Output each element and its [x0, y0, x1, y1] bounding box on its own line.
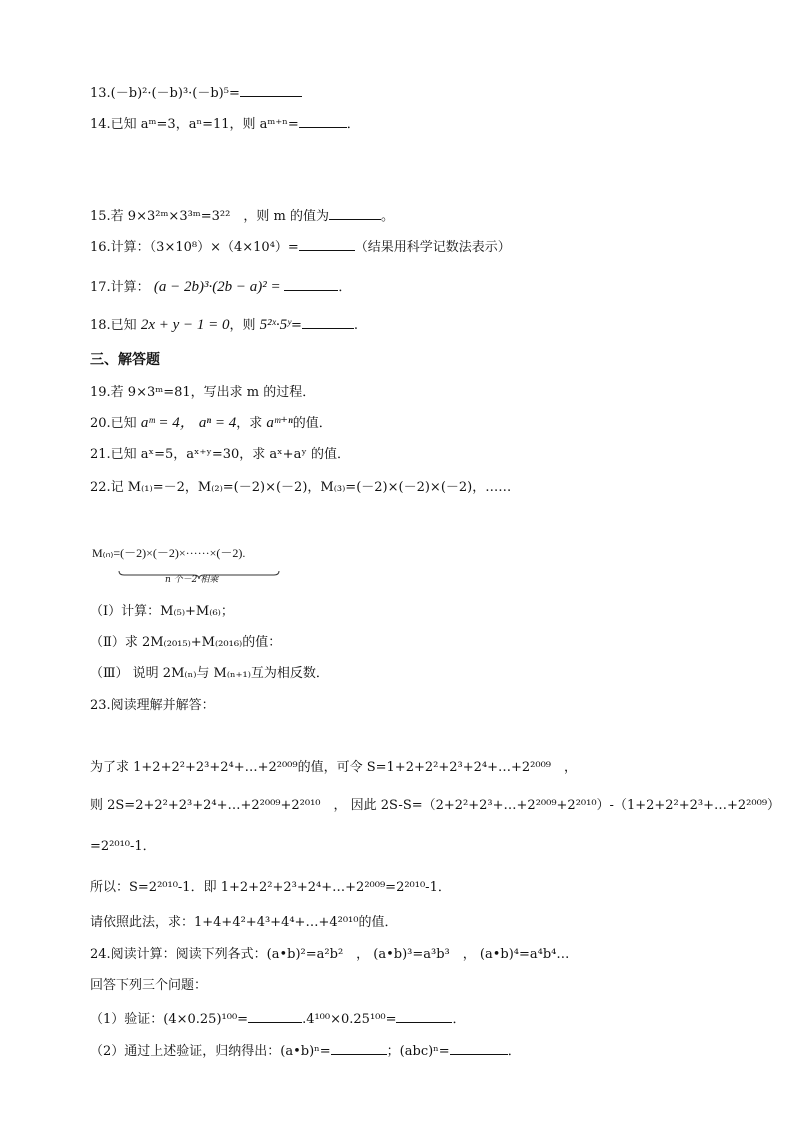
- question-15: [90, 207, 394, 226]
- answer-blank[interactable]: [240, 84, 302, 97]
- q23-paragraph-2: 则 2S=2+2²+2³+2⁴+…+2²⁰⁰⁹+2²⁰¹⁰ ， 因此 2S-S=（2+2²+2³+…+2²⁰⁰⁹+2²⁰¹⁰）-（1+2+2²+2³+…+2²⁰⁰⁹）: [90, 798, 781, 813]
- question-17: [90, 278, 351, 297]
- question-22-part-3: （Ⅲ） 说明 2M₍ₙ₎与 M₍ₙ₊₁₎互为相反数．: [90, 666, 329, 681]
- q24-intro: 回答下列三个问题：: [90, 978, 208, 993]
- q20-mid: ，求: [236, 416, 263, 431]
- q15-text: 15.若 9×3²ᵐ×3³ᵐ=3²² ，则 m 的值为: [90, 209, 329, 224]
- question-24: 24.阅读计算：阅读下列各式：(a•b)²=a²b² ， (a•b)³=a³b³ ， (a•b)⁴=a⁴b⁴…: [90, 947, 570, 962]
- q20-math-2: aⁿ = 4: [198, 415, 237, 431]
- q17-tail: ．: [338, 280, 352, 295]
- q20-label: 20.已知: [90, 416, 137, 431]
- section-heading: 三、解答题: [90, 352, 160, 368]
- q13-text: 13.(－b)²·(－b)³·(－b)⁵=: [90, 86, 240, 101]
- question-14: [90, 115, 360, 134]
- q20-tail: 的值．: [292, 416, 332, 431]
- question-16: [90, 238, 511, 257]
- question-18: [90, 316, 358, 335]
- q22-formula: M₍ₙ₎=(－2)×(－2)×······×(－2).: [92, 546, 246, 560]
- q22-brace-note: n 个－2 相乘: [165, 575, 219, 585]
- q23-paragraph-1: 为了求 1+2+2²+2³+2⁴+…+2²⁰⁰⁹的值，可令 S=1+2+2²+2³+2⁴+…+2²⁰⁰⁹ ，: [90, 760, 577, 775]
- q14-text: 14.已知 aᵐ=3，aⁿ=11，则 aᵐ⁺ⁿ=: [90, 117, 299, 132]
- question-24-part-2: [90, 1042, 521, 1061]
- question-19: 19.若 9×3ᵐ=81，写出求 m 的过程．: [90, 385, 316, 400]
- answer-blank[interactable]: [248, 1010, 302, 1023]
- answer-blank[interactable]: [329, 207, 381, 220]
- question-24-part-1: [90, 1010, 465, 1029]
- q18-mid: ，则: [229, 318, 256, 333]
- q18-math-equation: 2x + y − 1 = 0: [140, 317, 230, 333]
- q18-tail: .: [353, 318, 359, 333]
- question-22: 22.记 M₍₁₎=－2，M₍₂₎=(－2)×(－2)，M₍₃₎=(－2)×(－2)×(－2)，……: [90, 480, 512, 495]
- q24-2-text-a: （2）通过上述验证，归纳得出：(a•b)ⁿ=: [90, 1044, 331, 1059]
- q17-math: (a − 2b)³·(2b − a)² =: [153, 279, 285, 295]
- question-23: 23.阅读理解并解答：: [90, 698, 215, 713]
- q20-math-1: aᵐ = 4，: [140, 415, 195, 431]
- question-22-part-2: （Ⅱ）求 2M₍₂₀₁₅₎+M₍₂₀₁₆₎的值：: [90, 635, 282, 650]
- answer-blank[interactable]: [302, 316, 354, 329]
- q24-1-text-a: （1）验证：(4×0.25)¹⁰⁰=: [90, 1012, 249, 1027]
- q14-tail: ．: [346, 117, 360, 132]
- q15-tail: 。: [380, 209, 394, 224]
- q18-eq: =: [290, 318, 302, 333]
- answer-blank[interactable]: [284, 278, 338, 291]
- q24-1-text-b: .4¹⁰⁰×0.25¹⁰⁰=: [302, 1012, 397, 1027]
- q18-math-expression: 5²ˣ·5ʸ: [259, 317, 291, 333]
- q23-paragraph-3: =2²⁰¹⁰-1．: [90, 839, 156, 854]
- answer-blank[interactable]: [450, 1042, 508, 1055]
- q23-paragraph-4: 所以：S=2²⁰¹⁰-1．即 1+2+2²+2³+2⁴+…+2²⁰⁰⁹=2²⁰¹⁰-1．: [90, 880, 451, 895]
- q17-label: 17.计算：: [90, 280, 150, 295]
- answer-blank[interactable]: [299, 238, 355, 251]
- q20-math-3: aᵐ⁺ⁿ: [266, 415, 293, 431]
- q23-paragraph-5: 请依照此法，求：1+4+4²+4³+4⁴+…+4²⁰¹⁰的值．: [90, 915, 398, 930]
- question-22-part-1: （Ⅰ）计算：M₍₅₎+M₍₆₎；: [90, 604, 234, 619]
- q24-2-text-c: ．: [507, 1044, 521, 1059]
- q16-text: 16.计算：（3×10⁸）×（4×10⁴）=: [90, 240, 299, 255]
- answer-blank[interactable]: [331, 1042, 387, 1055]
- q16-tail: （结果用科学记数法表示）: [354, 240, 511, 255]
- q18-label: 18.已知: [90, 318, 137, 333]
- question-13: [90, 84, 302, 103]
- q24-1-text-c: ．: [452, 1012, 466, 1027]
- answer-blank[interactable]: [396, 1010, 452, 1023]
- q24-2-text-b: ；(abc)ⁿ=: [386, 1044, 450, 1059]
- question-20: [90, 414, 332, 433]
- question-21: 21.已知 aˣ=5，aˣ⁺ʸ=30，求 aˣ+aʸ 的值．: [90, 447, 350, 462]
- answer-blank[interactable]: [299, 115, 347, 128]
